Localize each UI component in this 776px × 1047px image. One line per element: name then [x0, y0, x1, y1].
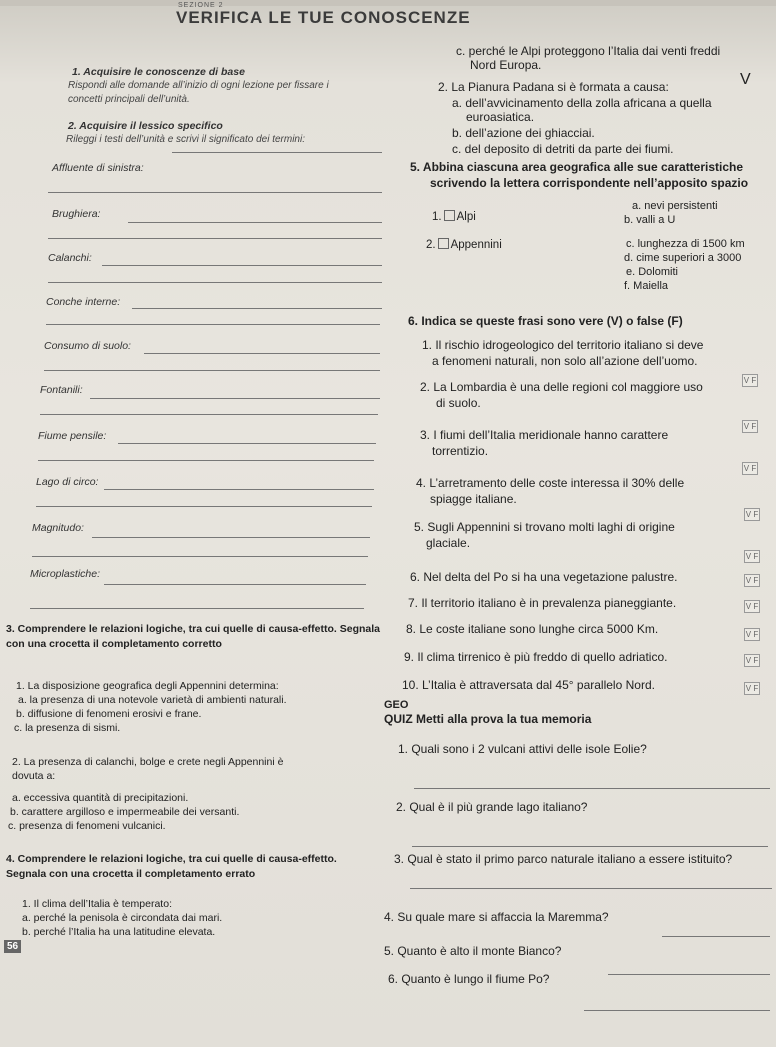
answer-line[interactable]: [132, 308, 382, 309]
quiz-q5: 5. Quanto è alto il monte Bianco?: [384, 944, 562, 958]
s3-q2-option-b[interactable]: b. carattere argilloso e impermeabile dei versanti.: [10, 806, 240, 818]
answer-box[interactable]: [438, 238, 449, 249]
s3-q1-option-a[interactable]: a. la presenza di una notevole varietà di ambienti naturali.: [18, 694, 287, 706]
s1-text: Rispondi alle domande all’inizio di ogni lezione per fissare i: [68, 80, 329, 91]
true-false-box[interactable]: V F: [743, 464, 757, 473]
s6-q2-cont: di suolo.: [436, 396, 481, 410]
s5-heading-cont: scrivendo la lettera corrispondente nell’apposito spazio: [430, 176, 749, 190]
answer-line[interactable]: [414, 788, 770, 789]
s6-q7: 7. Il territorio italiano è in prevalenza pianeggiante.: [408, 596, 677, 610]
answer-line[interactable]: [38, 460, 374, 461]
true-false-box[interactable]: V F: [745, 602, 759, 611]
true-false-box[interactable]: V F: [743, 422, 757, 431]
answer-line[interactable]: [104, 489, 374, 490]
answer-line[interactable]: [48, 238, 382, 239]
s6-q1: 1. Il rischio idrogeologico del territorio italiano si deve: [422, 338, 704, 352]
q2-option-a[interactable]: a. dell’avvicinamento della zolla africana a quella: [452, 96, 712, 110]
s5-opt-e: e. Dolomiti: [626, 266, 678, 278]
quiz-q3: 3. Qual è stato il primo parco naturale italiano a essere istituito?: [394, 852, 733, 866]
answer-line[interactable]: [608, 974, 770, 975]
s1-text2: concetti principali dell’unità.: [68, 94, 190, 105]
s3-q2: 2. La presenza di calanchi, bolge e crete negli Appennini è: [12, 756, 284, 768]
s4-q1-option-a[interactable]: a. perché la penisola è circondata dai mari.: [22, 912, 223, 924]
term-label: Fontanili:: [40, 384, 83, 396]
true-false-box[interactable]: V F: [743, 376, 757, 385]
s1-heading: 1. Acquisire le conoscenze di base: [72, 66, 245, 78]
s4-q1: 1. Il clima dell’Italia è temperato:: [22, 898, 172, 910]
s5-item-appennini[interactable]: 2. Appennini: [426, 239, 502, 251]
s6-q3-cont: torrentizio.: [432, 444, 489, 458]
answer-line[interactable]: [48, 192, 382, 193]
q2-option-c[interactable]: c. del deposito di detriti da parte dei fiumi.: [452, 142, 674, 156]
s5-opt-a: a. nevi persistenti: [632, 200, 718, 212]
answer-line[interactable]: [410, 888, 772, 889]
s6-q4-cont: spiagge italiane.: [430, 492, 517, 506]
answer-line[interactable]: [104, 584, 366, 585]
answer-line[interactable]: [102, 265, 382, 266]
s5-heading: 5. Abbina ciascuna area geografica alle sue caratteristiche: [410, 160, 744, 174]
s6-q10: 10. L’Italia è attraversata dal 45° parallelo Nord.: [402, 678, 655, 692]
q1-option-c-cont: Nord Europa.: [470, 58, 542, 72]
answer-line[interactable]: [40, 414, 378, 415]
term-label: Calanchi:: [48, 252, 92, 264]
true-false-box[interactable]: V F: [745, 552, 759, 561]
term-label: Affluente di sinistra:: [52, 162, 144, 174]
answer-line[interactable]: [144, 353, 380, 354]
s3-q2-option-c[interactable]: c. presenza di fenomeni vulcanici.: [8, 820, 166, 832]
term-label: Lago di circo:: [36, 476, 99, 488]
page-number: 56: [4, 940, 21, 953]
term-label: Fiume pensile:: [38, 430, 107, 442]
s3-q2-option-a[interactable]: a. eccessiva quantità di precipitazioni.: [12, 792, 189, 804]
s4-q1-option-b[interactable]: b. perché l’Italia ha una latitudine elevata.: [22, 926, 216, 938]
answer-line[interactable]: [90, 398, 380, 399]
answer-line[interactable]: [30, 608, 364, 609]
term-label: Magnitudo:: [32, 522, 84, 534]
section-label: SEZIONE 2: [178, 2, 224, 9]
s2-text: Rileggi i testi dell’unità e scrivi il significato dei termini:: [66, 134, 305, 145]
answer-line[interactable]: [44, 370, 380, 371]
quiz-heading: QUIZ Metti alla prova la tua memoria: [384, 712, 592, 726]
term-label: Microplastiche:: [30, 568, 101, 580]
answer-line[interactable]: [32, 556, 368, 557]
answer-line[interactable]: [128, 222, 382, 223]
answer-box[interactable]: [444, 210, 455, 221]
answer-line[interactable]: [118, 443, 376, 444]
q1-option-c[interactable]: c. perché le Alpi proteggono l’Italia dai venti freddi: [456, 44, 721, 58]
s6-q6: 6. Nel delta del Po si ha una vegetazione palustre.: [410, 570, 678, 584]
quiz-q1: 1. Quali sono i 2 vulcani attivi delle isole Eolie?: [398, 742, 647, 756]
true-false-box[interactable]: V F: [745, 656, 759, 665]
s5-opt-b: b. valli a U: [624, 214, 676, 226]
answer-line[interactable]: [36, 506, 372, 507]
term-label: Brughiera:: [52, 208, 101, 220]
quiz-q4: 4. Su quale mare si affaccia la Maremma?: [384, 910, 609, 924]
page-title: VERIFICA LE TUE CONOSCENZE: [176, 8, 471, 27]
q2-text: 2. La Pianura Padana si è formata a causa:: [438, 80, 669, 94]
header-band: [0, 0, 776, 6]
s5-item-alpi[interactable]: 1. Alpi: [432, 211, 476, 223]
true-false-box[interactable]: V F: [745, 510, 759, 519]
answer-line[interactable]: [46, 324, 380, 325]
answer-line[interactable]: [172, 152, 382, 153]
term-label: Conche interne:: [46, 296, 121, 308]
answer-line[interactable]: [412, 846, 768, 847]
s4-heading: 4. Comprendere le relazioni logiche, tra cui quelle di causa-effetto. Segnala con una crocetta il completamento errato: [6, 853, 337, 880]
quiz-q6: 6. Quanto è lungo il fiume Po?: [388, 972, 550, 986]
s6-q5: 5. Sugli Appennini si trovano molti laghi di origine: [414, 520, 675, 534]
answer-line[interactable]: [584, 1010, 770, 1011]
s6-q3: 3. I fiumi dell’Italia meridionale hanno carattere: [420, 428, 669, 442]
s3-q2-cont: dovuta a:: [12, 770, 56, 782]
geo-label: GEO: [384, 699, 409, 711]
s5-opt-c: c. lunghezza di 1500 km: [626, 238, 745, 250]
s5-opt-f: f. Maiella: [624, 280, 669, 292]
check-mark: V: [740, 71, 751, 88]
s2-heading: 2. Acquisire il lessico specifico: [68, 120, 223, 132]
term-label: Consumo di suolo:: [44, 340, 131, 352]
s6-q4: 4. L’arretramento delle coste interessa il 30% delle: [416, 476, 685, 490]
s3-q1: 1. La disposizione geografica degli Appennini determina:: [16, 680, 279, 692]
answer-line[interactable]: [662, 936, 770, 937]
s3-heading: 3. Comprendere le relazioni logiche, tra cui quelle di causa-effetto. Segnala con una crocetta il completamento corretto: [6, 623, 381, 650]
answer-line[interactable]: [48, 282, 382, 283]
quiz-q2: 2. Qual è il più grande lago italiano?: [396, 800, 588, 814]
s6-heading: 6. Indica se queste frasi sono vere (V) o false (F): [408, 314, 683, 328]
s6-q5-cont: glaciale.: [426, 536, 471, 550]
s3-q1-option-b[interactable]: b. diffusione di fenomeni erosivi e frane.: [16, 708, 202, 720]
s6-q2: 2. La Lombardia è una delle regioni col maggiore uso: [420, 380, 703, 394]
s6-q9: 9. Il clima tirrenico è più freddo di quello adriatico.: [404, 650, 668, 664]
true-false-box[interactable]: V F: [745, 684, 759, 693]
s6-q1-cont: a fenomeni naturali, non solo all’azione dell’uomo.: [432, 354, 698, 368]
answer-line[interactable]: [92, 537, 370, 538]
s6-q8: 8. Le coste italiane sono lunghe circa 5000 Km.: [406, 622, 659, 636]
q2-option-a-cont: euroasiatica.: [466, 110, 535, 124]
q2-option-b[interactable]: b. dell’azione dei ghiacciai.: [452, 126, 595, 140]
true-false-box[interactable]: V F: [745, 576, 759, 585]
true-false-box[interactable]: V F: [745, 630, 759, 639]
s5-opt-d: d. cime superiori a 3000: [624, 252, 742, 264]
s3-q1-option-c[interactable]: c. la presenza di sismi.: [14, 722, 121, 734]
